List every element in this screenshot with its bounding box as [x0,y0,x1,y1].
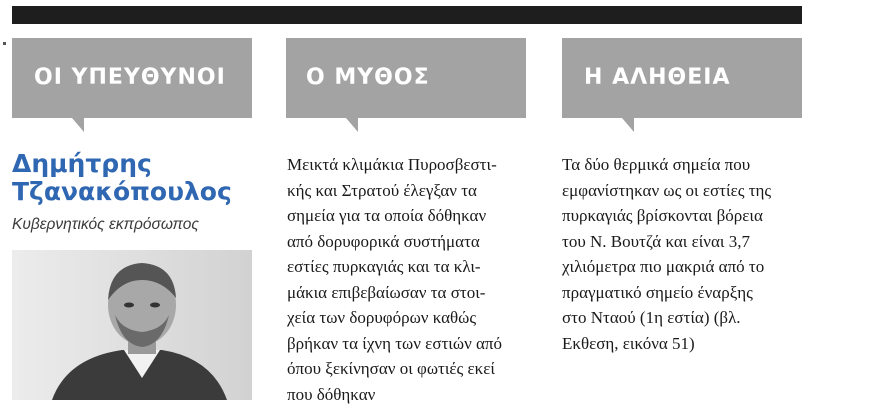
header-truth [562,38,802,118]
header-myth-label: Ο ΜΥΘΟΣ [306,65,430,90]
header-truth-label: Η ΑΛΗΘΕΙΑ [584,65,731,90]
header-notch [622,118,634,132]
header-responsible [12,38,252,118]
header-myth [286,38,526,118]
top-rule [12,6,802,24]
truth-body-text: Τα δύο θερμικά σημεία που εμφανίστηκαν ως οι εστίες της πυρκαγιάς βρίσκονται βόρεια του Ν. Βουτζά και είναι 3,7 χιλιόμετρα πιο μακριά από το πραγματικό σημείο έναρξης στο Νταού (1η εστία) (βλ. Εκθεση, εικόνα 51) [562,155,772,353]
person-name: Δημήτρης Τζανακόπουλος [12,149,232,206]
portrait-photo [12,250,252,400]
portrait-image [12,250,252,400]
person-role: Κυβερνητικός εκπρόσωπος [12,216,199,233]
myth-body-text: Μεικτά κλιμάκια Πυροσβεστι- κής και Στρατού έλεγξαν τα σημεία για τα οποία δόθηκαν από δορυφορικά συστήματα εστίες πυρκαγιάς και τα κλι- μάκια επιβεβαίωσαν τα στοι- χεία των δορυφόρων καθώς βρήκαν τα ίχνη των εστιών από όπου ξεκίνησαν οι φωτιές εκεί που δόθηκαν [287,155,502,404]
header-notch [346,118,358,132]
header-responsible-label: ΟΙ ΥΠΕΥΘΥΝΟΙ [34,65,226,90]
header-notch [72,118,84,132]
margin-mark [3,42,6,45]
